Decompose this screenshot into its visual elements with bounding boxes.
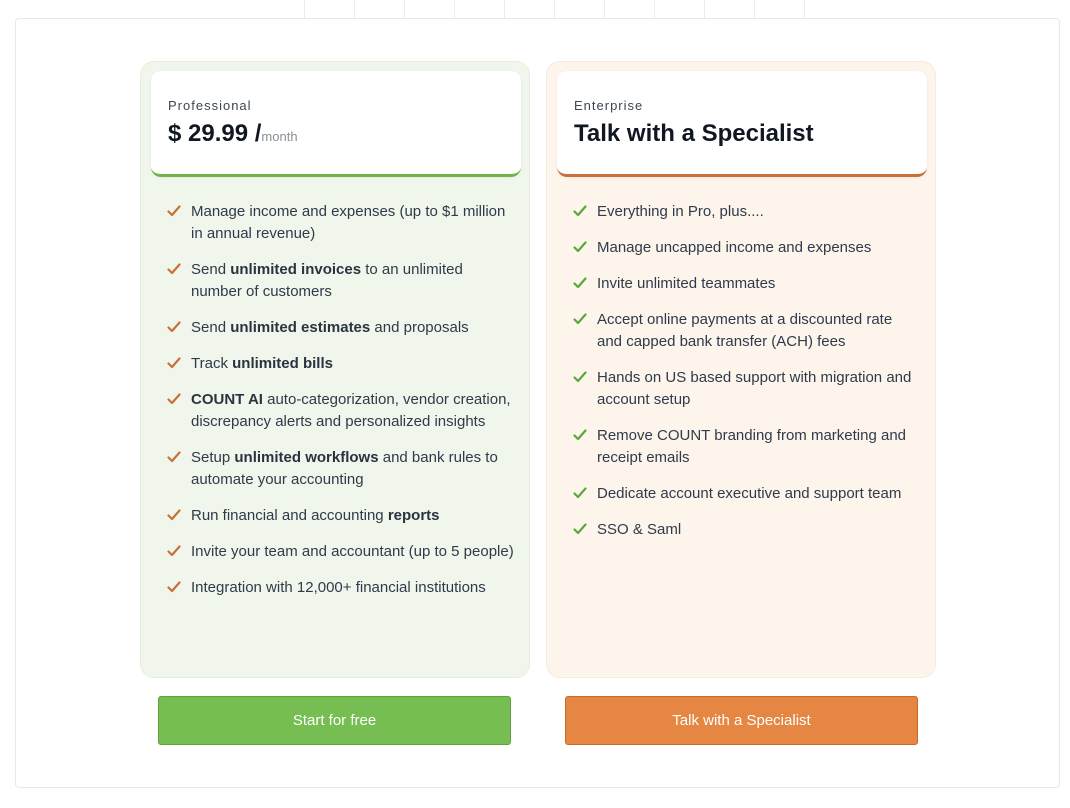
- plan-price: [168, 120, 521, 151]
- check-icon: [167, 204, 181, 218]
- feature-text: Integration with 12,000+ financial institutions: [191, 579, 486, 596]
- check-icon: [573, 240, 587, 254]
- check-icon: [573, 204, 587, 218]
- feature-text: Remove COUNT branding from marketing and receipt emails: [597, 427, 907, 466]
- feature-text: Invite your team and accountant (up to 5 people): [191, 543, 514, 560]
- feature-text: Manage income and expenses (up to $1 million in annual revenue): [191, 203, 506, 242]
- check-icon: [573, 312, 587, 326]
- check-icon: [167, 580, 181, 594]
- talk-with-specialist-button[interactable]: Talk with a Specialist: [565, 696, 918, 745]
- feature-item: [167, 389, 515, 433]
- feature-item: [167, 201, 515, 245]
- feature-text: Send: [191, 319, 231, 336]
- feature-text: Accept online payments at a discounted rate and capped bank transfer (ACH) fees: [597, 311, 893, 350]
- start-for-free-button[interactable]: Start for free: [158, 696, 511, 745]
- feature-highlight: unlimited bills: [232, 355, 333, 372]
- check-icon: [573, 522, 587, 536]
- feature-text: Run financial and accounting: [191, 507, 388, 524]
- check-icon: [167, 508, 181, 522]
- feature-item: [167, 317, 515, 339]
- enterprise-plan-card: [546, 61, 936, 678]
- feature-item: [573, 425, 921, 469]
- feature-item: [573, 483, 921, 505]
- feature-item: [573, 237, 921, 259]
- top-tab-strip: [304, 0, 805, 18]
- professional-plan-header: [151, 71, 521, 177]
- feature-item: [573, 519, 921, 541]
- price-period: month: [261, 129, 298, 144]
- plan-tier-label: Enterprise: [574, 98, 644, 113]
- feature-text: Dedicate account executive and support team: [597, 485, 902, 502]
- feature-item: [167, 353, 515, 375]
- feature-highlight: unlimited invoices: [230, 261, 362, 278]
- feature-item: [167, 259, 515, 303]
- feature-text: Hands on US based support with migration and account setup: [597, 369, 912, 408]
- feature-text: to an unlimited number of customers: [191, 261, 463, 300]
- feature-text: auto-categorization, vendor creation, discrepancy alerts and personalized insights: [191, 391, 511, 430]
- feature-item: [167, 505, 515, 527]
- check-icon: [167, 450, 181, 464]
- feature-text: Send: [191, 261, 231, 278]
- plan-headline: Talk with a Specialist: [574, 120, 814, 147]
- check-icon: [167, 320, 181, 334]
- check-icon: [573, 370, 587, 384]
- check-icon: [167, 356, 181, 370]
- feature-text: SSO & Saml: [597, 521, 682, 538]
- plan-tier-label: Professional: [168, 98, 252, 113]
- feature-item: [573, 309, 921, 353]
- check-icon: [167, 262, 181, 276]
- enterprise-plan-header: [557, 71, 927, 177]
- check-icon: [573, 276, 587, 290]
- check-icon: [167, 544, 181, 558]
- feature-highlight: reports: [387, 507, 440, 524]
- feature-item: [167, 577, 515, 599]
- feature-text: Invite unlimited teammates: [597, 275, 776, 292]
- feature-item: [573, 273, 921, 295]
- feature-text: and proposals: [370, 319, 469, 336]
- feature-highlight: COUNT AI: [191, 391, 263, 408]
- professional-plan-card: [140, 61, 530, 678]
- feature-text: Manage uncapped income and expenses: [597, 239, 872, 256]
- check-icon: [573, 486, 587, 500]
- feature-text: Everything in Pro, plus....: [597, 203, 764, 220]
- price-amount: $ 29.99 /: [168, 120, 262, 147]
- feature-highlight: unlimited estimates: [230, 319, 371, 336]
- enterprise-feature-list: [573, 201, 921, 555]
- feature-item: [167, 447, 515, 491]
- check-icon: [573, 428, 587, 442]
- feature-item: [573, 201, 921, 223]
- feature-text: Setup: [191, 449, 235, 466]
- feature-item: [573, 367, 921, 411]
- check-icon: [167, 392, 181, 406]
- feature-highlight: unlimited workflows: [234, 449, 379, 466]
- feature-item: [167, 541, 515, 563]
- professional-feature-list: [167, 201, 515, 613]
- feature-text: and bank rules to automate your accounting: [191, 449, 498, 488]
- feature-text: Track: [191, 355, 233, 372]
